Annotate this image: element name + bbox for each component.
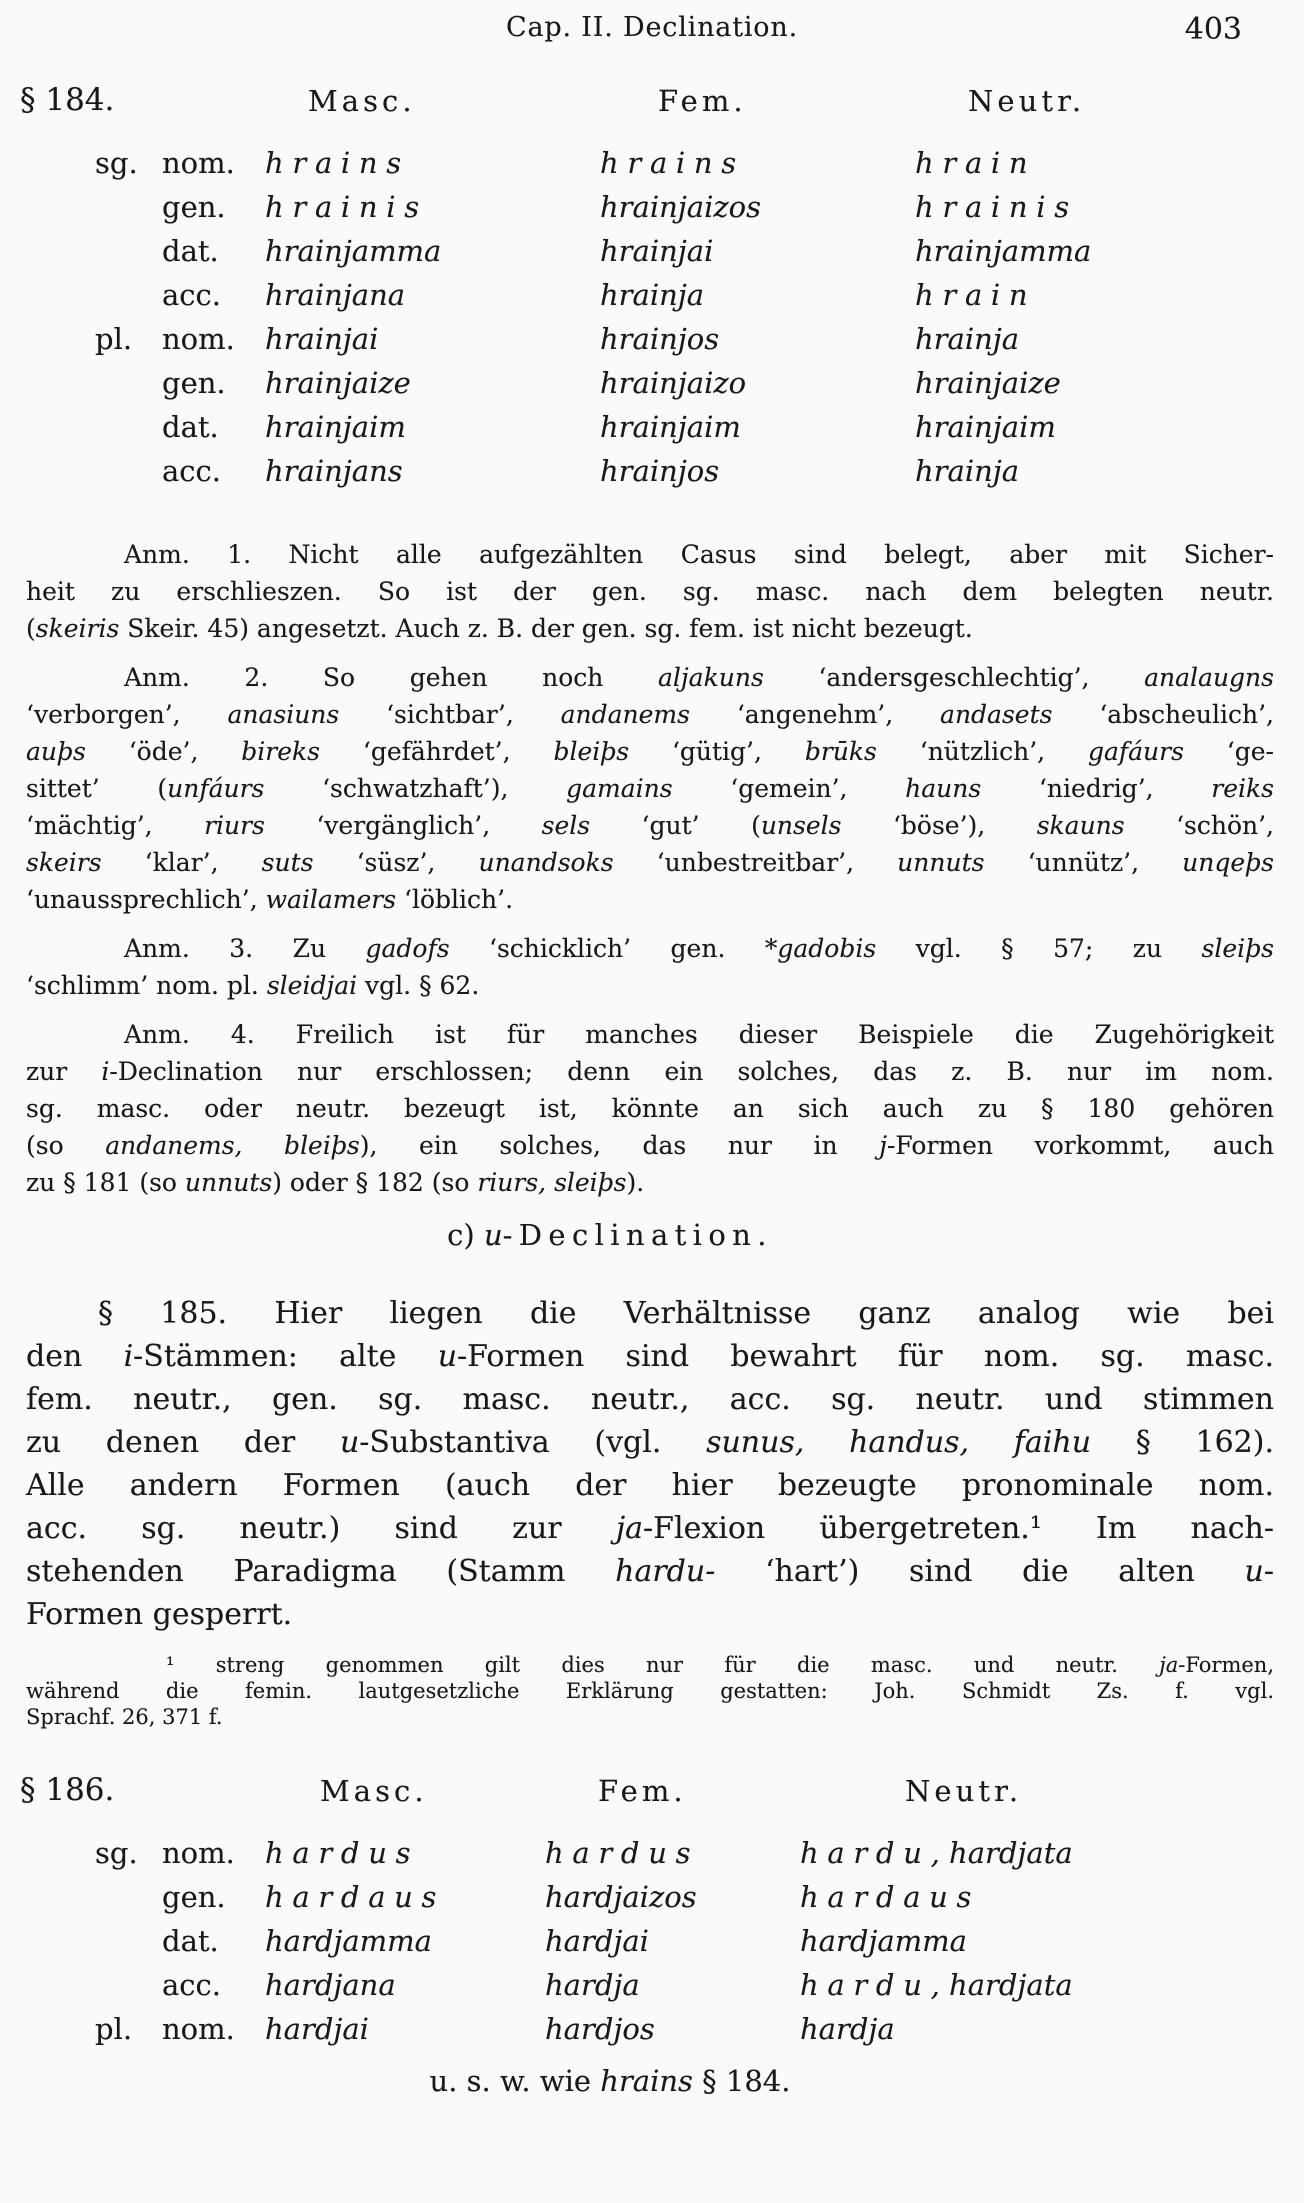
paragraph-185 [26,1292,1274,1636]
text-segment: ‘schön’, [1124,811,1274,840]
gothic-form [800,2012,895,2046]
table-row [0,1924,1304,1968]
text-segment: hardjamma [265,1924,432,1958]
gothic-form [600,146,745,180]
text-segment: während die femin. lautgesetzliche Erklärung gestatten: Joh. Schmidt Zs. f. vgl. [26,1679,1274,1703]
text-segment: zur [26,1057,102,1086]
text-segment: aljakuns [658,663,764,692]
gothic-form [265,410,406,444]
text-segment: ‘unbestreitbar’, [613,848,898,877]
text-segment: hrain [915,146,1037,180]
text-line [26,1704,1274,1730]
gothic-form [800,1924,967,1958]
table-186-rows [0,1836,1304,2056]
text-segment: -Flexion übergetreten.¹ Im nach- [643,1511,1274,1546]
text-segment: bireks [241,737,321,766]
text-line [26,967,1274,1004]
footnote [26,1652,1274,1730]
text-segment: Anm. 1. Nicht alle aufgezählten Casus sind belegt, aber mit Sicher- [124,540,1274,569]
table-row [0,366,1304,410]
text-segment: hrainja [915,322,1020,356]
number-label: pl. [95,322,133,356]
text-segment: gamains [566,774,673,803]
text-segment: hrainjamma [915,234,1092,268]
text-segment: hrainja [600,278,705,312]
gothic-form [600,278,704,312]
text-segment: ‘schicklich’ gen. * [449,934,778,963]
table-row [0,454,1304,498]
table-row [0,1968,1304,2012]
text-segment: , hardjata [930,1836,1073,1870]
text-line [26,1053,1274,1090]
text-segment: ¹ streng genommen gilt dies nur für die masc. und neutr. [166,1653,1160,1677]
gothic-form [915,410,1056,444]
text-line [26,1292,1274,1335]
number-label: sg. [95,146,138,180]
text-line [26,770,1274,807]
text-segment: -Formen sind bewahrt für nom. sg. masc. [457,1339,1274,1374]
text-segment: hardus [265,1836,420,1870]
text-segment: gadobis [777,934,877,963]
text-segment: Anm. 3. Zu [124,934,366,963]
text-segment: ‘löblich’. [396,885,514,914]
text-segment: suts [261,848,314,877]
case-label: gen. [162,190,226,224]
text-segment: hrainjaim [265,410,406,444]
text-segment: sg. masc. oder neutr. bezeugt ist, könnte an sich auch zu § 180 gehören [26,1094,1274,1123]
text-segment: § 184. [692,2064,791,2098]
text-line [26,733,1274,770]
text-segment: skauns [1036,811,1125,840]
text-line [26,1016,1274,1053]
text-segment: hrainjaize [265,366,411,400]
table-row [0,190,1304,234]
text-line [26,1507,1274,1550]
table-row [0,410,1304,454]
text-segment: Formen gesperrt. [26,1597,293,1632]
text-segment: heit zu erschlieszen. So ist der gen. sg. masc. nach dem belegten neutr. [26,577,1274,606]
text-line [26,1464,1274,1507]
column-header-neutr: Neutr. [968,84,1086,118]
text-line [26,1421,1274,1464]
case-label: dat. [162,234,219,268]
gothic-form [915,278,1036,312]
text-segment: ‘abscheulich’, [1052,700,1274,729]
text-segment: hrains [600,146,745,180]
text-segment: fem. neutr., gen. sg. masc. neutr., acc. sg. neutr. und stimmen [26,1382,1274,1417]
chapter-title: Cap. II. Declination. [506,12,798,43]
text-segment: acc. sg. neutr.) sind zur [26,1511,616,1546]
text-segment: unnuts [897,848,985,877]
text-line [26,1164,1274,1201]
text-segment: hardjana [265,1968,396,2002]
text-segment: hardaus [265,1880,446,1914]
text-segment: (so [26,1131,106,1160]
text-segment: ‘schwatzhaft’), [264,774,567,803]
gothic-form [600,234,713,268]
text-segment: ‘böse’), [841,811,1037,840]
text-line [26,844,1274,881]
text-segment: vgl. § 57; zu [876,934,1202,963]
text-segment: § 185. Hier liegen die Verhältnisse ganz analog wie bei [98,1296,1274,1331]
text-segment: i [101,1057,110,1086]
text-line [26,881,1274,918]
text-segment: skeirs [26,848,102,877]
text-segment: hrainjos [600,454,720,488]
text-segment: c) [447,1218,484,1252]
text-segment: hardu- [615,1554,716,1589]
column-header-fem: Fem. [658,84,747,118]
gothic-form [265,1880,445,1914]
text-segment: hardja [545,1968,640,2002]
text-segment: ) oder § 182 (so [272,1168,478,1197]
text-segment: ‘gemein’, [672,774,906,803]
text-segment: , hardjata [930,1968,1073,2002]
gothic-form [265,234,441,268]
gothic-form [600,410,741,444]
gothic-form [265,146,410,180]
text-segment: ( [26,614,36,643]
text-segment: hrains [600,2064,693,2098]
gothic-form [800,1968,1073,2002]
gothic-form [915,322,1019,356]
case-label: acc. [162,454,221,488]
text-segment: ‘hart’) sind die alten [715,1554,1245,1589]
text-segment: hardu [800,1836,931,1870]
text-segment: hrainjaim [915,410,1056,444]
text-line [26,1593,1274,1636]
gothic-form [265,278,405,312]
text-segment: ‘sichtbar’, [339,700,561,729]
text-segment: -Declination. [502,1218,773,1252]
anm-3 [26,930,1274,1004]
text-segment: hrainis [915,190,1078,224]
anm-2 [26,659,1274,918]
text-segment: hrains [265,146,410,180]
anm-4 [26,1016,1274,1201]
text-line [26,1652,1274,1678]
text-segment: hardjamma [800,1924,967,1958]
gothic-form [600,366,746,400]
text-segment: ‘vergänglich’, [264,811,542,840]
text-line [26,536,1274,573]
text-segment: hrainjaizo [600,366,747,400]
text-line [26,1090,1274,1127]
text-segment: riurs [204,811,265,840]
text-segment: Skeir. 45) angesetzt. Auch z. B. der gen. sg. fem. ist nicht bezeugt. [119,614,973,643]
text-segment: ja [1159,1653,1179,1677]
text-segment: ‘gütig’, [629,737,805,766]
case-label: nom. [162,2012,235,2046]
text-line [26,1335,1274,1378]
text-segment: hardus [545,1836,700,1870]
text-segment: ‘niedrig’, [981,774,1212,803]
declension-table-184 [0,82,1304,498]
text-segment: reiks [1211,774,1274,803]
gothic-form [265,2012,369,2046]
section-label-186: § 186. [20,1772,115,1808]
text-line [26,610,1274,647]
text-segment: ‘verborgen’, [26,700,228,729]
text-segment: unandsoks [478,848,614,877]
gothic-form [800,1836,1073,1870]
gothic-form [545,1836,699,1870]
text-segment: ja [615,1511,644,1546]
text-line [26,1378,1274,1421]
case-label: gen. [162,1880,226,1914]
text-segment: riurs, sleiþs [477,1168,627,1197]
text-line [26,696,1274,733]
text-segment: ‘unaussprechlich’, [26,885,266,914]
gothic-form [265,366,411,400]
gothic-form [915,190,1078,224]
text-segment: hrainja [915,454,1020,488]
table-row [0,146,1304,190]
text-segment: sleiþs [1201,934,1274,963]
text-segment: ). [626,1168,645,1197]
text-segment: gafáurs [1087,737,1184,766]
text-segment: zu denen der [26,1425,340,1460]
text-segment: -Formen vorkommt, auch [886,1131,1274,1160]
text-segment: stehenden Paradigma (Stamm [26,1554,616,1589]
text-segment: hardjai [545,1924,649,1958]
table-row [0,278,1304,322]
text-segment: hrainjaizos [600,190,761,224]
text-segment: andasets [940,700,1053,729]
gothic-form [600,190,761,224]
text-segment: ‘gefährdet’, [320,737,554,766]
text-segment: bleiþs [553,737,630,766]
gothic-form [915,234,1091,268]
text-segment: unsels [760,811,842,840]
text-segment: hrainjai [265,322,379,356]
text-segment: gadofs [365,934,450,963]
gothic-form [545,1924,649,1958]
text-segment: unqeþs [1182,848,1275,877]
text-segment: u. s. w. wie [429,2064,601,2098]
text-segment: hardjaizos [545,1880,697,1914]
text-segment: hardu [800,1968,931,2002]
column-header-masc: Masc. [320,1774,428,1808]
text-line [26,930,1274,967]
page-number: 403 [1184,12,1242,47]
text-segment: u [483,1218,503,1252]
text-segment: hrainjaize [915,366,1061,400]
text-segment: wailamers [265,885,397,914]
text-segment: -Stämmen: alte [133,1339,438,1374]
text-segment: ‘angenehm’, [689,700,941,729]
table-row [0,1880,1304,1924]
text-segment: auþs [26,737,86,766]
annotations-block [26,536,1274,1213]
text-segment: -Formen, [1178,1653,1274,1677]
number-label: pl. [95,2012,133,2046]
text-segment: hrain [915,278,1037,312]
text-segment: andanems [560,700,690,729]
text-segment: Anm. 2. So gehen noch [124,663,659,692]
gothic-form [600,322,719,356]
text-segment: sunus, handus, faihu [706,1425,1092,1460]
table-184-header [0,82,1304,146]
table-row [0,1836,1304,1880]
text-segment: u [1244,1554,1264,1589]
text-segment: ‘unnütz’, [984,848,1183,877]
gothic-form [545,1968,640,2002]
gothic-form [265,1836,419,1870]
text-segment: hardja [800,2012,895,2046]
text-segment: -Substantiva (vgl. [359,1425,707,1460]
text-segment: Anm. 4. Freilich ist für manches dieser Beispiele die Zugehörigkeit [124,1020,1274,1049]
section-label-184: § 184. [20,82,115,118]
text-segment: andanems, bleiþs [105,1131,360,1160]
gothic-form [915,366,1061,400]
text-segment: skeiris [35,614,120,643]
text-segment: u [437,1339,458,1374]
text-segment: hrainis [265,190,428,224]
text-segment: ‘schlimm’ nom. pl. [26,971,267,1000]
text-segment: ‘öde’, [85,737,242,766]
gothic-form [265,322,378,356]
number-label: sg. [95,1836,138,1870]
gothic-form [545,1880,697,1914]
case-label: nom. [162,1836,235,1870]
running-head [0,12,1304,56]
text-segment: analaugns [1144,663,1274,692]
case-label: gen. [162,366,226,400]
text-segment: Alle andern Formen (auch der hier bezeugte pronominale nom. [26,1468,1274,1503]
case-label: acc. [162,1968,221,2002]
text-segment: Sprachf. 26, 371 f. [26,1705,223,1729]
text-segment: hrainjaim [600,410,741,444]
text-segment: brūks [804,737,877,766]
table-184-rows [0,146,1304,498]
case-label: dat. [162,410,219,444]
table-row [0,322,1304,366]
text-line [26,807,1274,844]
text-segment: vgl. § 62. [357,971,480,1000]
gothic-form [600,454,719,488]
table-186-header [0,1772,1304,1836]
column-header-neutr: Neutr. [905,1774,1023,1808]
text-segment: ), ein solches, das nur in [359,1131,880,1160]
text-segment: ‘gut’ ( [590,811,761,840]
text-segment: sittet’ ( [26,774,168,803]
text-segment: hardaus [800,1880,981,1914]
text-segment: unnuts [184,1168,273,1197]
anm-1 [26,536,1274,647]
declension-table-186 [0,1772,1304,2056]
case-label: dat. [162,1924,219,1958]
case-label: acc. [162,278,221,312]
text-segment: anasiuns [227,700,340,729]
text-segment: ‘klar’, [101,848,262,877]
text-segment: § 162). [1091,1425,1275,1460]
text-line [26,1550,1274,1593]
gothic-form [915,146,1036,180]
gothic-form [265,454,403,488]
gothic-form [800,1880,980,1914]
text-segment: u [339,1425,360,1460]
case-label: nom. [162,322,235,356]
text-segment: sels [541,811,591,840]
text-line [26,659,1274,696]
text-segment: hauns [905,774,982,803]
table-186-caption [0,2064,1220,2098]
column-header-fem: Fem. [598,1774,687,1808]
text-segment: ‘nützlich’, [876,737,1088,766]
text-segment: sleidjai [266,971,358,1000]
text-segment: unfáurs [167,774,265,803]
text-segment: hrainjamma [265,234,442,268]
text-segment: ‘ge- [1183,737,1275,766]
text-line [26,1127,1274,1164]
text-line [26,1678,1274,1704]
text-segment: ‘andersgeschlechtig’, [763,663,1145,692]
gothic-form [265,1968,396,2002]
text-segment: ‘mächtig’, [26,811,205,840]
column-header-masc: Masc. [308,84,416,118]
u-declination-heading [0,1218,1220,1252]
text-segment: ‘süsz’, [313,848,479,877]
text-segment: - [1263,1554,1274,1589]
text-segment: hrainjai [600,234,714,268]
text-segment: hrainjana [265,278,406,312]
text-segment: j [879,1131,887,1160]
text-segment: zu § 181 (so [26,1168,185,1197]
text-segment: hardjai [265,2012,369,2046]
gothic-form [265,1924,432,1958]
case-label: nom. [162,146,235,180]
text-line [26,573,1274,610]
text-segment: hardjos [545,2012,655,2046]
table-row [0,234,1304,278]
gothic-form [265,190,428,224]
table-row [0,2012,1304,2056]
text-segment: -Declination nur erschlossen; denn ein solches, das z. B. nur im nom. [109,1057,1274,1086]
text-segment: den [26,1339,124,1374]
text-segment: hrainjos [600,322,720,356]
text-segment: hrainjans [265,454,403,488]
gothic-form [915,454,1019,488]
gothic-form [545,2012,655,2046]
text-segment: i [123,1339,134,1374]
